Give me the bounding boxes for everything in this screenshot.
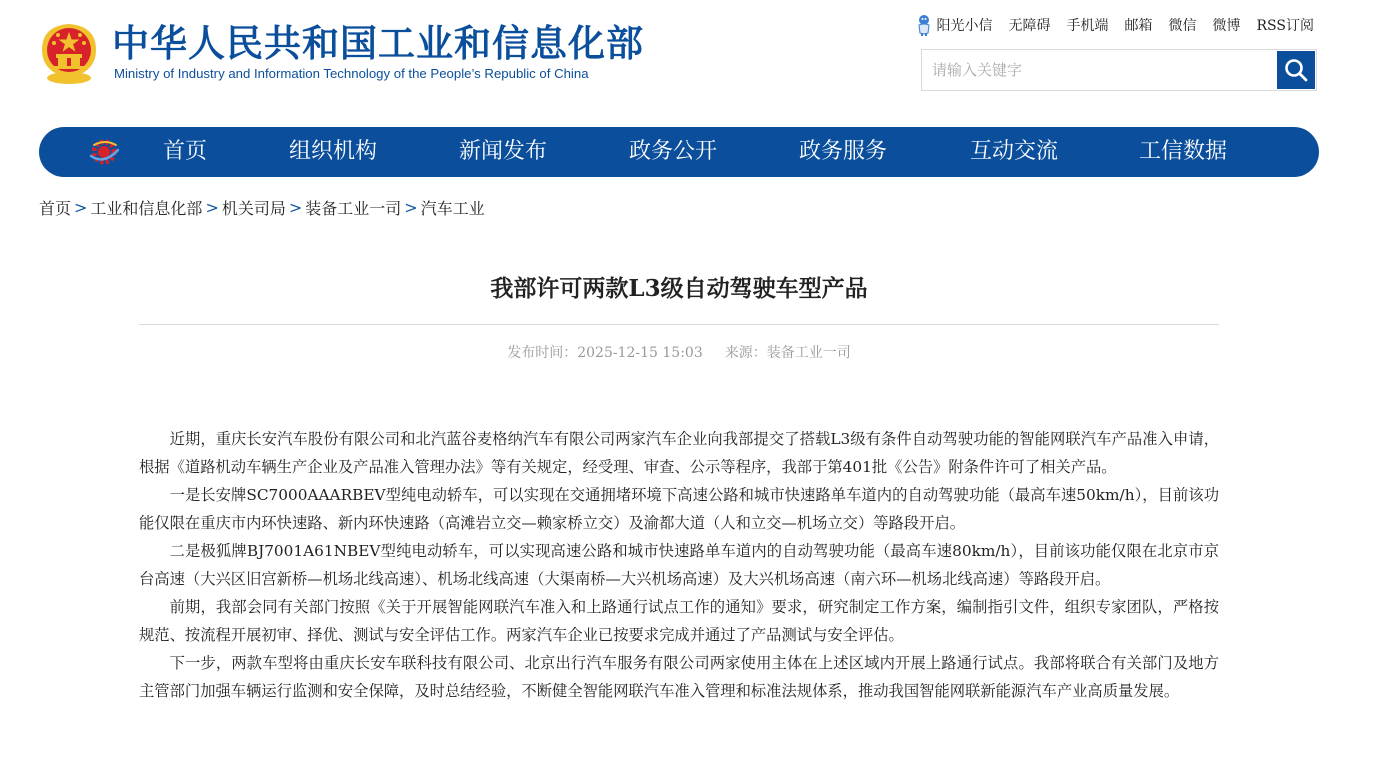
sunshine-mascot-icon — [915, 14, 933, 36]
article-title: 我部许可两款L3级自动驾驶车型产品 — [490, 275, 868, 302]
article-paragraph: 前期，我部会同有关部门按照《关于开展智能网联汽车准入和上路通行试点工作的通知》要求，研究制定工作方案，编制指引文件，组织专家团队，严格按规范、按流程开展初审、择优、测试与安全评估工作。两家汽车企业已按要求完成并通过了产品测试与安全评估。 — [139, 598, 1219, 644]
breadcrumb-separator: > — [288, 198, 303, 217]
nav-gov-affairs-open[interactable]: 政务公开 — [629, 139, 718, 164]
nav-organization[interactable]: 组织机构 — [289, 139, 378, 164]
site-title-cn[interactable]: 中华人民共和国工业和信息化部 — [112, 22, 644, 65]
main-nav — [39, 127, 1319, 177]
search-box — [921, 49, 1317, 91]
top-link-sunshine[interactable] — [915, 14, 993, 36]
top-link-mail[interactable]: 邮箱 — [1124, 18, 1153, 34]
nav-interaction[interactable]: 互动交流 — [970, 139, 1059, 164]
top-links — [915, 14, 1314, 36]
search-input[interactable] — [922, 50, 1276, 90]
source-label: 来源： — [724, 345, 767, 361]
publish-time-label: 发布时间： — [507, 345, 578, 361]
nav-news[interactable]: 新闻发布 — [459, 139, 548, 164]
national-emblem-icon[interactable] — [38, 20, 100, 86]
title-divider — [139, 324, 1219, 325]
breadcrumb-departments[interactable]: 机关司局 — [221, 199, 286, 218]
breadcrumb-separator: > — [205, 198, 219, 217]
search-button[interactable] — [1277, 51, 1315, 89]
nav-gov-services[interactable]: 政务服务 — [799, 139, 888, 164]
article-meta — [139, 342, 1219, 362]
article-paragraph: 下一步，两款车型将由重庆长安车联科技有限公司、北京出行汽车服务有限公司两家使用主体在上述区域内开展上路通行试点。我部将联合有关部门及地方主管部门加强车辆运行监测和安全保障，及时总结经验，不断健全智能网联汽车准入管理和标准法规体系，推动我国智能网联新能源汽车产业高质量发展。 — [139, 654, 1219, 700]
breadcrumb-separator: > — [74, 198, 88, 217]
top-link-accessibility[interactable]: 无障碍 — [1008, 18, 1051, 34]
breadcrumb-home[interactable]: 首页 — [39, 199, 72, 218]
publish-time: 2025-12-15 15:03 — [577, 345, 703, 361]
article-body — [139, 425, 1219, 705]
nav-data[interactable]: 工信数据 — [1139, 139, 1228, 164]
top-link-label[interactable]: 阳光小信 — [936, 18, 993, 34]
article-paragraph: 一是长安牌SC7000AAARBEV型纯电动轿车，可以实现在交通拥堵环境下高速公路和城市快速路单车道内的自动驾驶功能（最高车速50km/h），目前该功能仅限在重庆市内环快速路、新内环快速路（高滩岩立交—赖家桥立交）及渝都大道（人和立交—机场立交）等路段开启。 — [139, 486, 1219, 532]
article-source: 装备工业一司 — [766, 345, 851, 361]
nav-home[interactable]: 首页 — [163, 139, 208, 164]
breadcrumb-automotive[interactable]: 汽车工业 — [420, 199, 485, 218]
search-icon — [1284, 58, 1308, 82]
miit-logo-icon[interactable] — [87, 135, 121, 169]
top-link-mobile[interactable]: 手机端 — [1066, 18, 1109, 34]
breadcrumb-equipment-dept[interactable]: 装备工业一司 — [305, 199, 402, 218]
top-link-weibo[interactable]: 微博 — [1212, 18, 1241, 34]
top-link-rss[interactable]: RSS订阅 — [1256, 18, 1314, 34]
site-title-en[interactable]: Ministry of Industry and Information Technology of the People’s Republic of China — [114, 66, 589, 81]
article-paragraph: 近期，重庆长安汽车股份有限公司和北汽蓝谷麦格纳汽车有限公司两家汽车企业向我部提交了搭载L3级有条件自动驾驶功能的智能网联汽车产品准入申请，根据《道路机动车辆生产企业及产品准入管理办法》等有关规定，经受理、审查、公示等程序，我部于第401批《公告》附条件许可了相关产品。 — [139, 430, 1219, 476]
article-paragraph: 二是极狐牌BJ7001A61NBEV型纯电动轿车，可以实现高速公路和城市快速路单车道内的自动驾驶功能（最高车速80km/h），目前该功能仅限在北京市京台高速（大兴区旧宫新桥—机场北线高速）、机场北线高速（大渠南桥—大兴机场高速）及大兴机场高速（南六环—机场北线高速）等路段开启。 — [139, 542, 1219, 588]
breadcrumb — [39, 196, 485, 219]
breadcrumb-separator: > — [404, 198, 418, 217]
top-link-wechat[interactable]: 微信 — [1168, 18, 1197, 34]
breadcrumb-ministry[interactable]: 工业和信息化部 — [90, 199, 203, 218]
